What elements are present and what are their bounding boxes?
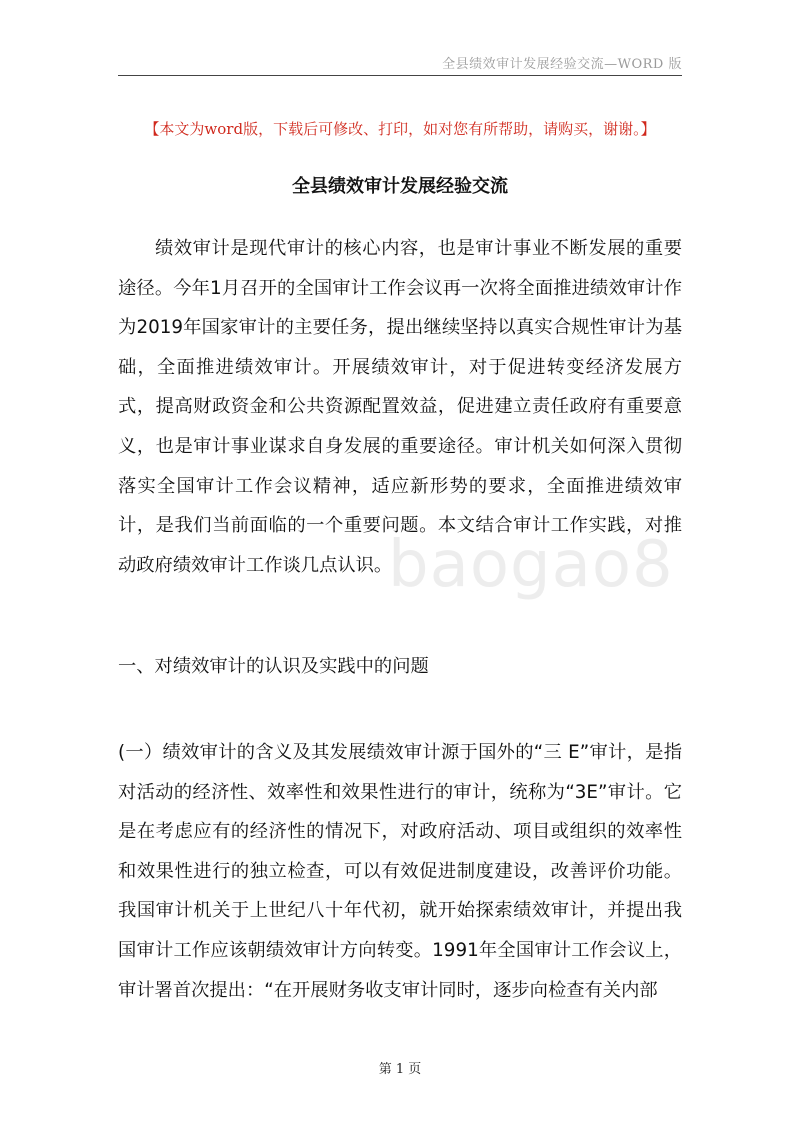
watermark-text: baogao8 [388, 528, 674, 602]
download-notice: 【本文为word版，下载后可修改、打印，如对您有所帮助，请购买，谢谢。】 [144, 120, 656, 138]
header-divider [118, 75, 682, 76]
document-title: 全县绩效审计发展经验交流 [292, 176, 508, 197]
body-paragraph-intro: 绩效审计是现代审计的核心内容，也是审计事业不断发展的重要途径。今年1月召开的全国审计工作会议再一次将全面推进绩效审计作为2019年国家审计的主要任务，提出继续坚持以真实合规性审计为基础，全面推进绩效审计。开展绩效审计，对于促进转变经济发展方式，提高财政资金和公共资源配置效益，促进建立责任政府有重要意义，也是审计事业谋求自身发展的重要途径。审计机关如何深入贯彻落实全国审计工作会议精神，适应新形势的要求，全面推进绩效审计，是我们当前面临的一个重要问题。本文结合审计工作实践，对推动政府绩效审计工作谈几点认识。 [118, 238, 682, 576]
running-header: 全县绩效审计发展经验交流—WORD 版 [442, 57, 682, 72]
body-paragraph-definition: (一）绩效审计的含义及其发展绩效审计源于国外的“三 E”审计，是指对活动的经济性、效率性和效果性进行的审计，统称为“3E”审计。它是在考虑应有的经济性的情况下，对政府活动、项目或组织的效率性和效果性进行的独立检查，可以有效促进制度建设，改善评价功能。我国审计机关于上世纪八十年代初，就开始探索绩效审计，并提出我国审计工作应该朝绩效审计方向转变。1991年全国审计工作会议上，审计署首次提出：“在开展财务收支审计同时，逐步向检查有关内部 [118, 742, 682, 1001]
section-heading: 一、对绩效审计的认识及实践中的问题 [118, 656, 429, 677]
page-number: 第 1 页 [378, 1062, 422, 1077]
